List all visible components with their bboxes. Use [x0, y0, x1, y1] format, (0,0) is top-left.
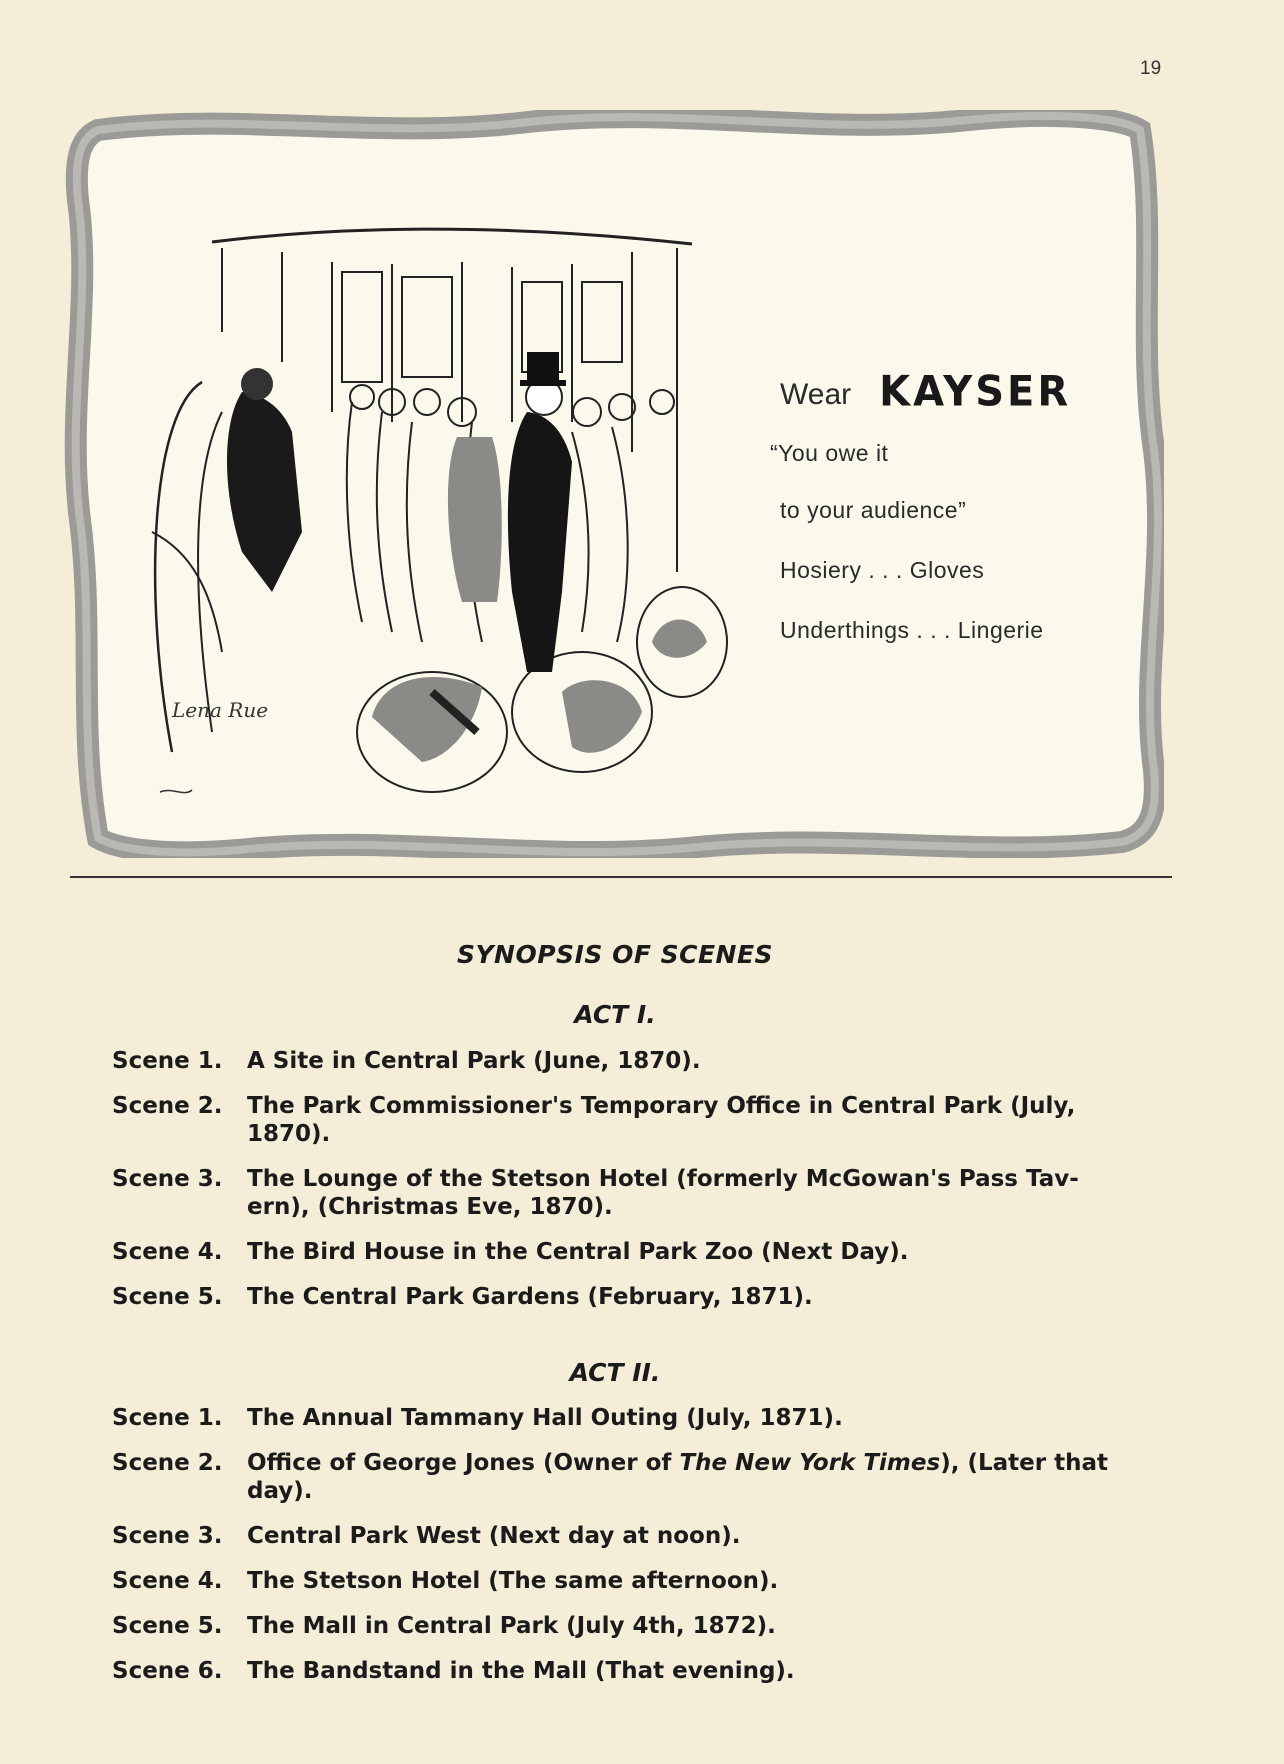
scene-label: Scene 2.: [112, 1093, 223, 1119]
scene-label: Scene 3.: [112, 1523, 223, 1549]
scene-description: A Site in Central Park (June, 1870).: [247, 1048, 701, 1074]
scene-description: The Park Commissioner's Temporary Office in Central Park (July, 1870).: [247, 1093, 1076, 1147]
scene-description: [247, 1449, 1122, 1505]
scene-label: Scene 5.: [112, 1284, 223, 1310]
scene-item: [112, 1522, 1122, 1550]
scene-description: The Stetson Hotel (The same afternoon).: [247, 1568, 779, 1594]
wear-text: Wear: [780, 378, 852, 411]
scene-item: [112, 1567, 1122, 1595]
products-line-2: Underthings . . . Lingerie: [780, 617, 1044, 643]
tagline-line-2: to your audience”: [780, 497, 967, 523]
scene-label: Scene 2.: [112, 1450, 223, 1476]
scene-label: Scene 6.: [112, 1658, 223, 1684]
products-line-1: Hosiery . . . Gloves: [780, 557, 985, 583]
scene-label: Scene 1.: [112, 1048, 223, 1074]
newspaper-title: The New York Times: [679, 1450, 941, 1476]
scene-label: Scene 3.: [112, 1166, 223, 1192]
act-1-title: ACT I.: [574, 1000, 656, 1029]
scene-description: The Lounge of the Stetson Hotel (formerly McGowan's Pass Tav-ern), (Christmas Eve, 1870).: [247, 1166, 1079, 1220]
kayser-logo: KAYSER: [879, 367, 1072, 417]
scene-text-before: Office of George Jones (Owner of: [247, 1450, 680, 1476]
scene-item: [112, 1283, 1122, 1311]
scene-item: [112, 1404, 1122, 1432]
scene-text-after: ), (Later that day).: [247, 1450, 1108, 1504]
kayser-advertisement: [58, 110, 1164, 858]
scene-description: Central Park West (Next day at noon).: [247, 1523, 741, 1549]
scene-item: [112, 1092, 1122, 1148]
act-2-title: ACT II.: [569, 1358, 661, 1387]
scene-description: The Mall in Central Park (July 4th, 1872).: [247, 1613, 776, 1639]
scene-label: Scene 1.: [112, 1405, 223, 1431]
divider-rule: [70, 876, 1172, 878]
scene-item: [112, 1238, 1122, 1266]
scene-description: The Bandstand in the Mall (That evening).: [247, 1658, 795, 1684]
scene-description: The Central Park Gardens (February, 1871).: [247, 1284, 813, 1310]
scene-item: [112, 1047, 1122, 1075]
scene-description: The Bird House in the Central Park Zoo (Next Day).: [247, 1239, 909, 1265]
scene-item: [112, 1612, 1122, 1640]
scene-label: Scene 4.: [112, 1568, 223, 1594]
scene-label: Scene 5.: [112, 1613, 223, 1639]
page-number: 19: [1140, 58, 1162, 79]
ad-copy: [770, 367, 1072, 644]
scene-label: Scene 4.: [112, 1239, 223, 1265]
act-1-scene-list: [112, 1047, 1122, 1328]
scene-item: [112, 1165, 1122, 1221]
scene-item: [112, 1657, 1122, 1685]
scene-item: [112, 1449, 1122, 1505]
act-2-scene-list: [112, 1404, 1122, 1702]
synopsis-title: SYNOPSIS OF SCENES: [456, 940, 774, 969]
artist-signature: Lena Rue: [172, 698, 269, 722]
scene-description: The Annual Tammany Hall Outing (July, 1871).: [247, 1405, 843, 1431]
tagline-line-1: “You owe it: [770, 440, 889, 466]
